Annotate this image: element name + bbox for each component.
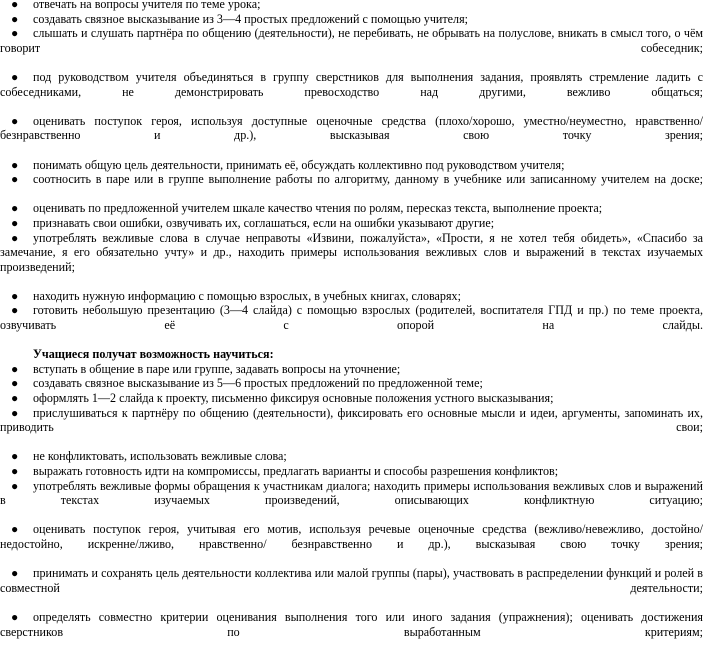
list-item	[0, 406, 703, 450]
bullet-icon: ●	[11, 522, 19, 537]
bullet-icon: ●	[11, 288, 19, 303]
bullet-icon: ●	[11, 0, 19, 11]
list-item	[0, 70, 703, 114]
list-item-text: выражать готовность идти на компромиссы, предлагать варианты и способы разрешения конфликтов;	[33, 464, 559, 478]
bullet-icon: ●	[11, 11, 19, 26]
list-item-text: оценивать поступок героя, учитывая его мотив, используя речевые оценочные средства (вежливо/невежливо, достойно/недостойно, искренне/лживо, нравственно/ безнравственно и др.), высказывая свою точку зрения;	[0, 522, 703, 551]
bullet-icon: ●	[11, 172, 19, 187]
list-item-text: определять совместно критерии оценивания выполнения того или иного задания (упражнения); оценивать достижения сверстников по выработанным критериям;	[0, 609, 703, 639]
list-item	[0, 172, 703, 201]
list-item-text: оценивать поступок героя, используя доступные оценочные средства (плохо/хорошо, уместно/неуместно, нравственно/безнравственно и др.), высказывая свою точку зрения;	[0, 113, 703, 143]
list-item-text: употреблять вежливые слова в случае неправоты «Извини, пожалуйста», «Прости, я не хотел тебя обидеть», «Спасибо за замечание, я его обязательно учту» и др., находить примеры использования вежливых слов и выражений в текстах изучаемых произведений;	[0, 230, 703, 274]
list-item	[0, 26, 703, 70]
list-item	[0, 0, 703, 12]
bullet-icon: ●	[11, 303, 19, 318]
list-item	[0, 201, 703, 216]
bullet-icon: ●	[11, 69, 19, 84]
bullet-icon: ●	[11, 113, 19, 128]
bullet-icon: ●	[11, 157, 19, 172]
list-item	[0, 289, 703, 304]
list-item-text: не конфликтовать, использовать вежливые слова;	[33, 449, 287, 464]
list-item-text: прислушиваться к партнёру по общению (деятельности), фиксировать его основные мысли и идеи, аргументы, запоминать их, приводить свои;	[0, 405, 703, 435]
list-item	[0, 231, 703, 289]
bullet-icon: ●	[11, 391, 19, 406]
bullet-icon: ●	[11, 566, 19, 581]
list-item-text: соотносить в паре или в группе выполнение работы по алгоритму, данному в учебнике или записанному учителем на доске;	[33, 172, 703, 187]
bullet-icon: ●	[11, 405, 19, 420]
list-item-text: под руководством учителя объединяться в группу сверстников для выполнения задания, проявлять стремление ладить с собеседниками, не демонстрировать превосходство над другими, вежливо общаться;	[0, 69, 703, 99]
list-item	[0, 12, 703, 27]
list-item	[0, 566, 703, 610]
list-item	[0, 303, 703, 347]
bullet-icon: ●	[11, 215, 19, 230]
list-item-text: создавать связное высказывание из 3—4 простых предложений с помощью учителя;	[33, 11, 469, 26]
list-item-text: слышать и слушать партнёра по общению (деятельности), не перебивать, не обрывать на полуслове, вникать в смысл того, о чём говорит собеседник;	[0, 26, 703, 55]
list-item	[0, 522, 703, 566]
list-item-text: создавать связное высказывание из 5—6 простых предложений по предложенной теме;	[33, 376, 483, 391]
bullet-icon: ●	[11, 609, 19, 624]
bullet-icon: ●	[11, 201, 19, 216]
list-item-text: вступать в общение в паре или группе, задавать вопросы на уточнение;	[33, 361, 401, 376]
list-item	[0, 391, 703, 406]
bullet-icon: ●	[11, 230, 19, 245]
list-item	[0, 479, 703, 523]
list-item	[0, 610, 703, 654]
bullet-icon: ●	[11, 376, 19, 391]
list-item-text: употреблять вежливые формы обращения к участникам диалога; находить примеры использования вежливых слов и выражений в текстах изучаемых произведений, описывающих конфликтную ситуацию;	[0, 478, 703, 508]
list-item	[0, 114, 703, 158]
bullet-icon: ●	[11, 26, 19, 41]
list-item-text: признавать свои ошибки, озвучивать их, соглашаться, если на ошибки указывают другие;	[33, 215, 495, 230]
list-item-text: понимать общую цель деятельности, принимать её, обсуждать коллективно под руководством учителя;	[33, 157, 565, 172]
bullet-icon: ●	[11, 464, 19, 478]
section-heading: Учащиеся получат возможность научиться:	[33, 347, 274, 362]
list-item	[0, 216, 703, 231]
list-item-text: находить нужную информацию с помощью взрослых, в учебных книгах, словарях;	[33, 288, 461, 303]
list-item	[0, 158, 703, 173]
list-item-text: оформлять 1—2 слайда к проекту, письменно фиксируя основные положения устного высказывания;	[33, 391, 554, 406]
list-item-text: принимать и сохранять цель деятельности коллектива или малой группы (пары), участвовать в распределении функций и ролей в совместной деятельности;	[0, 566, 703, 595]
bullet-icon: ●	[11, 478, 19, 493]
list-item	[0, 362, 703, 377]
list-item-text: готовить небольшую презентацию (3—4 слайда) с помощью взрослых (родителей, воспитателя ГПД и пр.) по теме проекта, озвучивать её с опорой на слайды.	[0, 303, 703, 333]
list-item	[0, 449, 703, 464]
list-item-text: оценивать по предложенной учителем шкале качество чтения по ролям, пересказ текста, выполнение проекта;	[33, 201, 603, 216]
list-item	[0, 376, 703, 391]
bullet-icon: ●	[11, 361, 19, 376]
bullet-icon: ●	[11, 449, 19, 464]
skills-list-advanced	[0, 362, 703, 654]
list-item	[0, 464, 703, 479]
list-item-text: отвечать на вопросы учителя по теме урока;	[33, 0, 261, 11]
